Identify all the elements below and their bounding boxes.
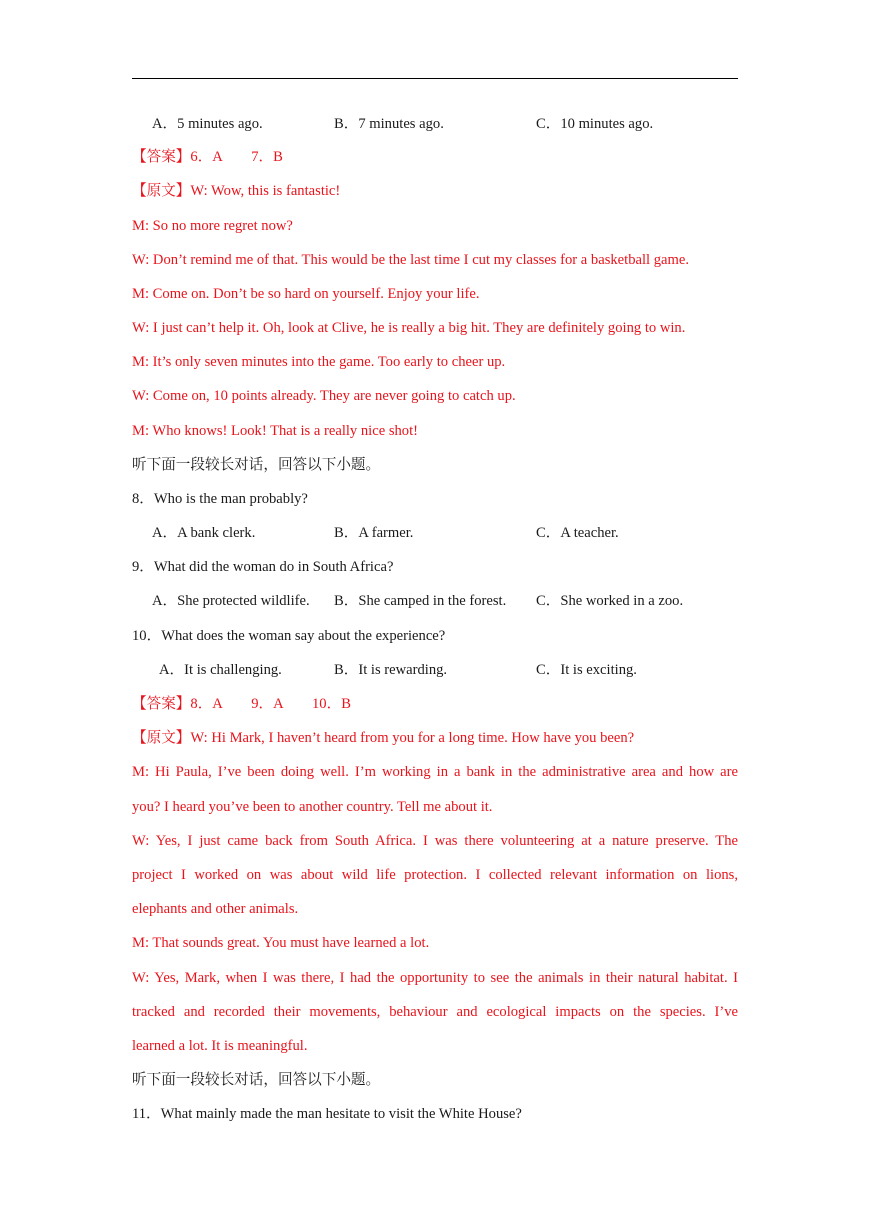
transcript-text: W: Hi Mark, I haven’t heard from you for a long time. How have you been? xyxy=(190,730,635,746)
transcript-text: W: Wow, this is fantastic! xyxy=(190,183,341,199)
transcript-line: W: I just can’t help it. Oh, look at Clive, he is really a big hit. They are definitely going to win. xyxy=(132,320,686,336)
section-instruction: 听下面一段较长对话，回答以下小题。 xyxy=(132,1072,381,1088)
transcript-line: elephants and other animals. xyxy=(132,901,299,917)
option-c: C．It is exciting. xyxy=(536,662,637,678)
transcript-line: M: It’s only seven minutes into the game. Too early to cheer up. xyxy=(132,354,506,370)
option-c: C．10 minutes ago. xyxy=(536,116,654,132)
answer-label: 【答案】 xyxy=(132,696,191,712)
option-c: C．A teacher. xyxy=(536,525,619,541)
option-b: B．She camped in the forest. xyxy=(334,593,507,609)
answer-text: 6．A 7．B xyxy=(190,149,283,165)
transcript-line: M: Who knows! Look! That is a really nice shot! xyxy=(132,423,419,439)
question-8-stem: 8．Who is the man probably? xyxy=(132,491,308,507)
transcript-line: W: Yes, I just came back from South Africa. I was there volunteering at a nature preserve. The xyxy=(132,833,738,849)
transcript-line: M: Come on. Don’t be so hard on yourself. Enjoy your life. xyxy=(132,286,480,302)
transcript-line: tracked and recorded their movements, behaviour and ecological impacts on the species. I’ve xyxy=(132,1004,738,1020)
option-a: A．5 minutes ago. xyxy=(152,116,263,132)
transcript-line: W: Yes, Mark, when I was there, I had the opportunity to see the animals in their natural habitat. I xyxy=(132,970,738,986)
transcript-line: learned a lot. It is meaningful. xyxy=(132,1038,308,1054)
section-instruction: 听下面一段较长对话，回答以下小题。 xyxy=(132,457,381,473)
option-b: B．It is rewarding. xyxy=(334,662,448,678)
question-11-stem: 11．What mainly made the man hesitate to visit the White House? xyxy=(132,1106,522,1122)
option-a: A．A bank clerk. xyxy=(152,525,256,541)
transcript-line: M: That sounds great. You must have learned a lot. xyxy=(132,935,430,951)
answer-text: 8．A 9．A 10．B xyxy=(190,696,351,712)
option-a: A．She protected wildlife. xyxy=(152,593,310,609)
option-c: C．She worked in a zoo. xyxy=(536,593,684,609)
question-10-stem: 10．What does the woman say about the experience? xyxy=(132,628,446,644)
transcript-label: 【原文】 xyxy=(132,730,191,746)
option-a: A．It is challenging. xyxy=(159,662,282,678)
transcript-line: W: Come on, 10 points already. They are never going to catch up. xyxy=(132,388,516,404)
option-b: B．A farmer. xyxy=(334,525,414,541)
transcript-line: W: Don’t remind me of that. This would be the last time I cut my classes for a basketball game. xyxy=(132,252,689,268)
transcript-line: M: Hi Paula, I’ve been doing well. I’m working in a bank in the administrative area and how are xyxy=(132,764,738,780)
transcript-line: M: So no more regret now? xyxy=(132,218,293,234)
transcript-line xyxy=(132,181,738,201)
answer-line-2 xyxy=(132,694,738,714)
option-b: B．7 minutes ago. xyxy=(334,116,444,132)
transcript-line xyxy=(132,728,738,748)
transcript-label: 【原文】 xyxy=(132,183,191,199)
question-9-stem: 9．What did the woman do in South Africa? xyxy=(132,559,394,575)
header-rule xyxy=(132,78,738,79)
answer-line-1 xyxy=(132,147,738,167)
answer-label: 【答案】 xyxy=(132,149,191,165)
transcript-line: you? I heard you’ve been to another country. Tell me about it. xyxy=(132,799,493,815)
transcript-line: project I worked on was about wild life protection. I collected relevant information on lions, xyxy=(132,867,738,883)
